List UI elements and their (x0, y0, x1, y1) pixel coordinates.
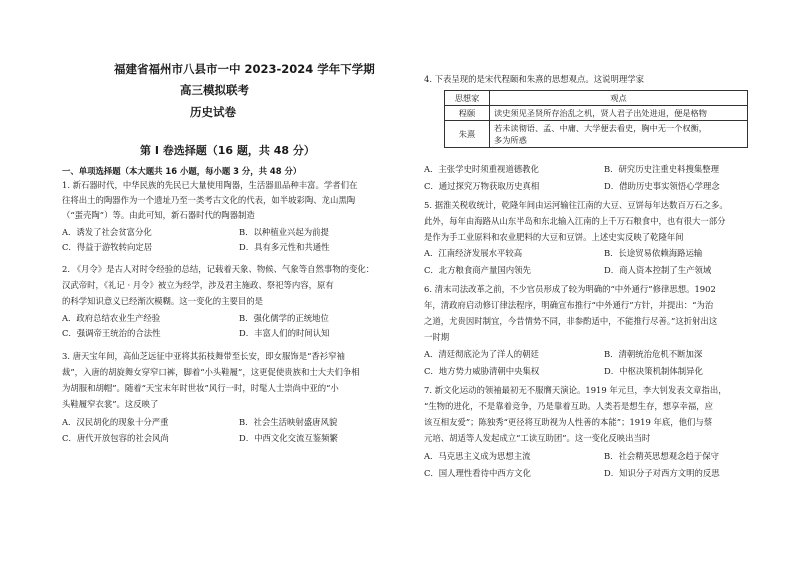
q7-line-3: 该互相友爱”；陈独秀“更径将互助视为人性善的本能”；1919 年底，他们与蔡 (424, 417, 713, 427)
q7-option-d[interactable]: D．知识分子对西方文明的反思 (604, 468, 720, 478)
q6-option-b[interactable]: B．清朝统治危机不断加深 (604, 349, 703, 359)
q6-option-c[interactable]: C．地方势力威胁清朝中央集权 (424, 366, 540, 376)
q1-option-b[interactable]: B．以种植业兴起为前提 (239, 227, 329, 237)
q5-line-3: 是作为手工业原料和农业肥料的大豆和豆饼。上述史实反映了乾隆年间 (424, 232, 684, 242)
q2-line-2: 汉武帝时，《礼记 · 月令》被立为经学，涉及君主施政、祭祀等内容，原有 (62, 280, 334, 290)
q5-option-a[interactable]: A．江南经济发展水平较高 (424, 248, 523, 258)
q2-option-a[interactable]: A．政府总结农业生产经验 (62, 313, 161, 323)
table-row (445, 121, 748, 148)
q5-option-b[interactable]: B．长途贸易依赖海路运输 (604, 248, 703, 258)
q2-line-1: 2. 《月令》是古人对时令经验的总结，记载着天象、物候、气象等自然事物的变化： (62, 264, 375, 274)
exam-title: 高三模拟联考 (180, 83, 249, 97)
table-cell-name: 朱熹 (445, 121, 490, 148)
q3-option-a[interactable]: A．汉民胡化的现象十分严重 (62, 417, 169, 427)
q7-line-1: 7. 新文化运动的领袖最初无不服膺天演论。1919 年元旦，李大钊发表文章指出， (424, 385, 727, 395)
q1-line-3: （“蛋壳陶”）等。由此可知，新石器时代的陶器制造 (62, 210, 255, 220)
q6-line-4: 一时期 (424, 332, 450, 342)
q3-option-d[interactable]: D．中西文化交流互鉴频繁 (239, 433, 338, 443)
q3-line-1: 3. 唐天宝年间，高仙芝远征中亚将其拓枝舞带至长安，即女服饰是“香衫窄袖 (62, 351, 345, 361)
q6-line-2: 年，清政府启动修订律法程序，明确宣布推行“中外通行”方针，并提出：“为治 (424, 300, 714, 310)
q3-option-b[interactable]: B．社会生活映射盛唐风貌 (239, 417, 338, 427)
q3-line-3: 为胡服和胡帽”。随着“天宝末年时世妆”风行一时，时髦人士崇尚中亚的“小 (62, 383, 339, 393)
q4-stem: 4. 下表呈现的是宋代程颐和朱熹的思想观点。这说明理学家 (424, 74, 645, 84)
q5-line-1: 5. 据淮关税收统计，乾隆年间由运河输往江南的大豆、豆饼每年达数百万石之多。 (424, 200, 728, 210)
subject-title: 历史试卷 (190, 105, 236, 119)
q5-line-2: 此外，每年由海路从山东半岛和东北输入江南的上千万石粮食中，也有很大一部分 (424, 216, 726, 226)
q3-line-4: 头鞋履窄衣裳”。这反映了 (62, 399, 159, 409)
table-header-viewpoint: 观点 (490, 91, 748, 106)
table-cell-name: 程颐 (445, 106, 490, 121)
q6-option-a[interactable]: A．清廷彻底沦为了洋人的朝廷 (424, 349, 539, 359)
thinkers-table (444, 90, 748, 148)
q1-line-1: 1. 新石器时代，中华民族的先民已大量使用陶器，生活器皿品种丰富。学者们在 (62, 180, 358, 190)
q4-option-c[interactable]: C．通过探究万物获取历史真相 (424, 181, 540, 191)
q3-option-c[interactable]: C．唐代开放包容的社会风尚 (62, 433, 169, 443)
table-row (445, 106, 748, 121)
q6-line-1: 6. 清末司法改革之前，不少官员形成了较为明确的“中外通行”修律思想。1902 (424, 284, 716, 294)
q7-line-4: 元培、胡适等人发起成立“工读互助团”。这一变化反映出当时 (424, 433, 651, 443)
q7-line-2: “生物的进化，不是靠着竞争，乃是靠着互助。人类若是想生存，想享幸福，应 (424, 401, 714, 411)
school-title: 福建省福州市八县市一中 2023-2024 学年下学期 (114, 62, 375, 76)
q5-option-d[interactable]: D．商人资本控制了生产领域 (604, 265, 712, 275)
table-header-row (445, 91, 748, 106)
part-heading: 一、单项选择题（本大题共 16 小题，每小题 3 分，共 48 分） (62, 166, 302, 176)
q6-line-3: 之道，尤贵因时制宜，今昔情势不同，非参酌适中，不能推行尽善。”这折射出这 (424, 316, 718, 326)
q2-option-c[interactable]: C．强调帝王统治的合法性 (62, 328, 161, 338)
q1-option-c[interactable]: C．得益于游牧转向定居 (62, 242, 153, 252)
q1-line-2: 往将出土的陶器作为一个遗址乃至一类考古文化的代表，如半坡彩陶、龙山黑陶 (62, 195, 356, 205)
q2-line-3: 的科学知识意义已经渐次模糊。这一变化的主要目的是 (62, 296, 263, 306)
table-header-thinker: 思想家 (445, 91, 490, 106)
table-cell-text-line-1: 若未读彻语、孟、中庸、大学便去看史，胸中无一个权衡， (494, 123, 707, 133)
q7-option-b[interactable]: B．社会精英思想观念趋于保守 (604, 451, 720, 461)
q5-option-c[interactable]: C．北方粮食商产量国内领先 (424, 265, 531, 275)
q4-option-a[interactable]: A．主张学史时须重视道德教化 (424, 164, 539, 174)
q7-option-a[interactable]: A．马克思主义成为思想主流 (424, 451, 531, 461)
q2-option-b[interactable]: B．强化儒学的正统地位 (239, 313, 329, 323)
q2-option-d[interactable]: D．丰富人们的时间认知 (239, 328, 330, 338)
table-cell-text (490, 121, 748, 148)
table-cell-text-line-2: 多为所惑 (494, 135, 527, 145)
q4-option-b[interactable]: B．研究历史注重史料搜集整理 (604, 164, 720, 174)
q1-option-a[interactable]: A．诱发了社会贫富分化 (62, 227, 152, 237)
q6-option-d[interactable]: D．中枢决策机制体制异化 (604, 366, 703, 376)
q1-option-d[interactable]: D．具有多元性和共通性 (239, 242, 330, 252)
q3-line-2: 裁”，入唐的胡旋舞女穿窄口裤，脚着“小头鞋履”，这更促使贵族和士大夫们争相 (62, 367, 360, 377)
section-title: 第 I 卷选择题（16 题，共 48 分） (140, 144, 315, 157)
table-cell-text: 读史须见圣贤所存治乱之机，贤人君子出处进退，便是格物 (490, 106, 748, 121)
q4-option-d[interactable]: D．借助历史事实领悟心学理念 (604, 181, 720, 191)
q7-option-c[interactable]: C．国人理性看待中西方文化 (424, 468, 531, 478)
